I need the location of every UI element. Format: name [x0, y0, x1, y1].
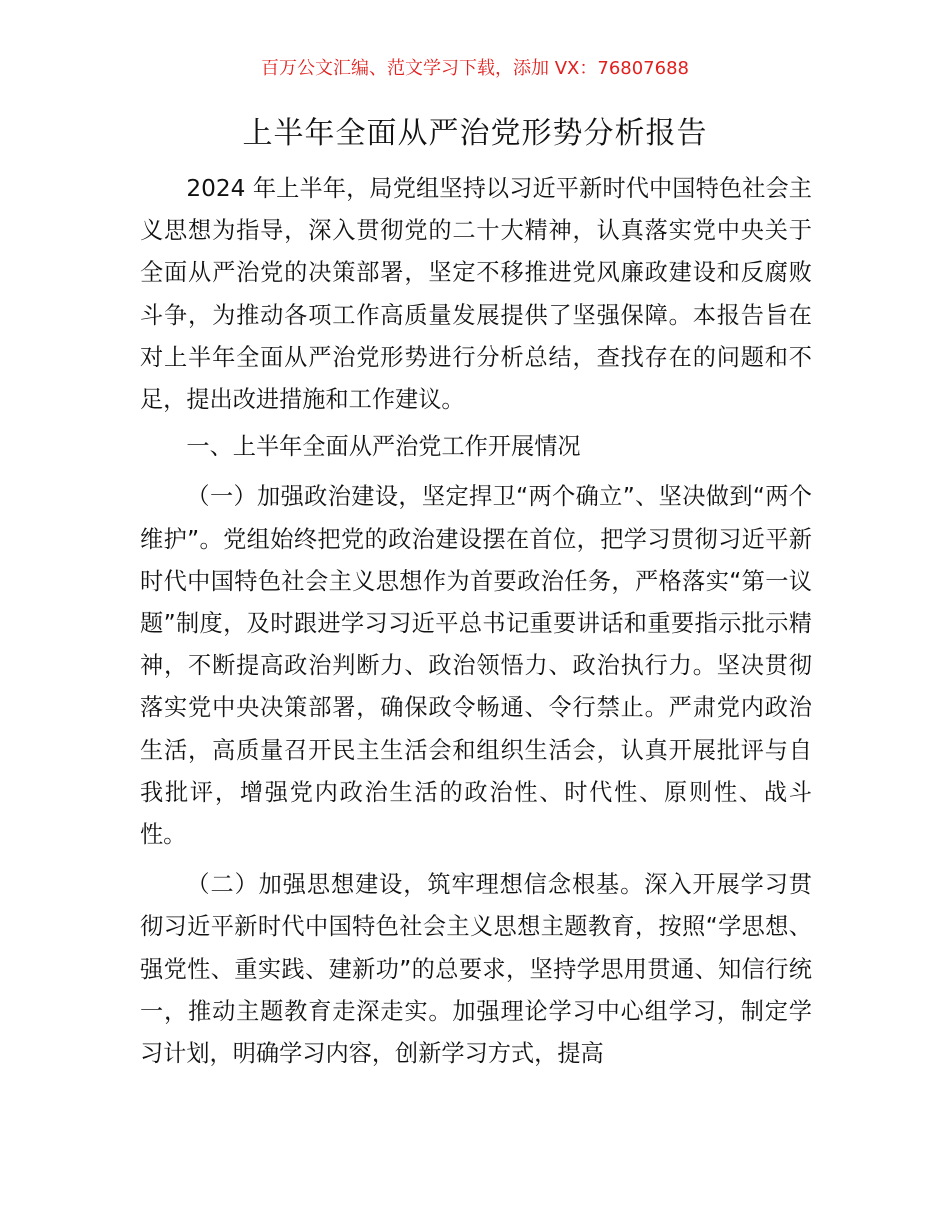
intro-paragraph: 2024 年上半年，局党组坚持以习近平新时代中国特色社会主义思想为指导，深入贯彻党的二十大精神，认真落实党中央关于全面从严治党的决策部署，坚定不移推进党风廉政建设和反腐败斗争，为推动各项工作高质量发展提供了坚强保障。本报告旨在对上半年全面从严治党形势进行分析总结，查找存在的问题和不足，提出改进措施和工作建议。 [140, 175, 812, 414]
subsection-paragraph-1: （一）加强政治建设，坚定捍卫“两个确立”、坚决做到“两个维护”。党组始终把党的政治建设摆在首位，把学习贯彻习近平新时代中国特色社会主义思想作为首要政治任务，严格落实“第一议题”制度，及时跟进学习习近平总书记重要讲话和重要指示批示精神，不断提高政治判断力、政治领悟力、政治执行力。坚决贯彻落实党中央决策部署，确保政令畅通、令行禁止。严肃党内政治生活，高质量召开民主生活会和组织生活会，认真开展批评与自我批评，增强党内政治生活的政治性、时代性、原则性、战斗性。 [140, 483, 812, 849]
watermark-header: 百万公文汇编、范文学习下载，添加 VX：76807688 [261, 58, 689, 79]
section-heading-1: 一、上半年全面从严治党工作开展情况 [186, 433, 581, 461]
document-title: 上半年全面从严治党形势分析报告 [242, 116, 708, 151]
subsection-paragraph-2: （二）加强思想建设，筑牢理想信念根基。深入开展学习贯彻习近平新时代中国特色社会主义思想主题教育，按照“学思想、强党性、重实践、建新功”的总要求，坚持学思用贯通、知信行统一，推动主题教育走深走实。加强理论学习中心组学习，制定学习计划，明确学习内容，创新学习方式，提高 [140, 871, 812, 1068]
document-body [140, 168, 812, 1075]
